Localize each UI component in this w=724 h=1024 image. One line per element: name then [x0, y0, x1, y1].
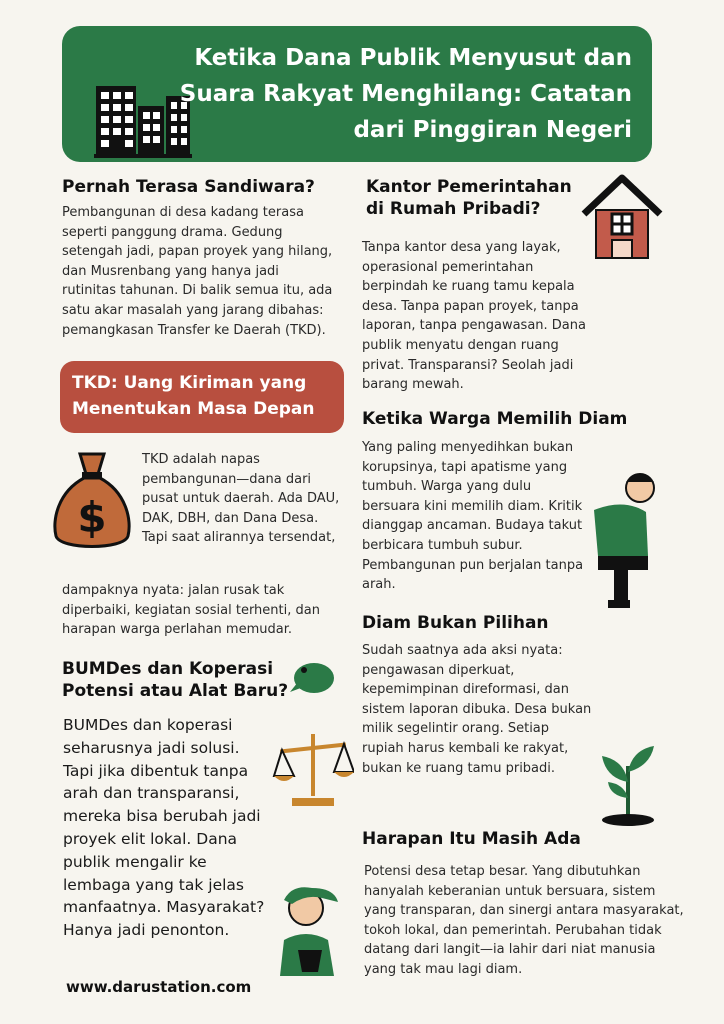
sad-person-icon [584, 460, 670, 610]
balance-scale-icon [272, 728, 354, 810]
house-icon [580, 174, 664, 260]
heading-diam: Ketika Warga Memilih Diam [362, 409, 628, 429]
website-link[interactable]: www.darustation.com [66, 978, 252, 996]
body-diam: Yang paling menyedihkan bukan korupsinya, tapi apatisme yang tumbuh. Warga yang dulu bersuara kini memilih diam. Kritik dianggap ancaman. Budaya takut berbicara tumbuh subur. Pembangunan pun berjalan tanpa arah. [362, 440, 584, 593]
heading-bumdes: BUMDes dan Koperasi Potensi atau Alat Baru? [62, 659, 289, 701]
sprout-icon [598, 742, 658, 826]
body-tkd-part2: dampaknya nyata: jalan rusak tak diperbaiki, kegiatan sosial terhenti, dan harapan warga perlahan memudar. [62, 583, 320, 638]
page-title: Ketika Dana Publik Menyusut dan Suara Rakyat Menghilang: Catatan dari Pinggiran Negeri [179, 45, 632, 143]
body-bumdes: BUMDes dan koperasi seharusnya jadi solusi. Tapi jika dibentuk tanpa arah dan transparansi, mereka bisa berubah jadi proyek elit lokal. Dana publik mengalir ke lembaga yang tak jelas manfaatnya. Masyarakat? Hanya jadi penonton. [63, 716, 265, 940]
heading-tkd: TKD: Uang Kiriman yang Menentukan Masa Depan [72, 373, 315, 419]
heading-bukan-pilihan: Diam Bukan Pilihan [362, 613, 549, 633]
body-kantor: Tanpa kantor desa yang layak, operasional pemerintahan berpindah ke ruang tamu kepala desa. Tanpa papan proyek, tanpa laporan, tanpa pengawasan. Dana publik menyatu dengan ruang privat. Transparansi? Seolah jadi barang mewah. [362, 240, 586, 393]
money-bag-icon [50, 448, 134, 556]
body-harapan: Potensi desa tetap besar. Yang dibutuhkan hanyalah keberanian untuk bersuara, sistem yang transparan, dan sinergi antara masyarakat, tokoh lokal, dan pemerintah. Perubahan tidak datang dari langit—ia lahir dari niat manusia yang tak mau lagi diam. [364, 864, 684, 977]
heading-sandiwara: Pernah Terasa Sandiwara? [62, 177, 315, 197]
heading-kantor: Kantor Pemerintahan di Rumah Pribadi? [366, 177, 572, 219]
bird-icon [288, 652, 338, 698]
tkd-heading-pill [60, 361, 344, 433]
body-tkd-part1: TKD adalah napas pembangunan—dana dari pusat untuk daerah. Ada DAU, DAK, DBH, dan Dana Desa. Tapi saat alirannya tersendat, [142, 452, 340, 546]
svg-text:$: $ [77, 493, 107, 542]
body-sandiwara: Pembangunan di desa kadang terasa seperti panggung drama. Gedung setengah jadi, papan proyek yang hilang, dan Musrenbang yang hanya jadi rutinitas tahunan. Di balik semua itu, ada satu akar masalah yang jarang dibahas: pemangkasan Transfer ke Daerah (TKD). [62, 205, 333, 338]
worried-person-icon [262, 880, 354, 976]
title-banner [62, 26, 652, 162]
body-bukan-pilihan: Sudah saatnya ada aksi nyata: pengawasan diperkuat, kepemimpinan direformasi, dan sistem laporan dibuka. Desa bukan milik segelintir orang. Setiap rupiah harus kembali ke rakyat, bukan ke ruang tamu pribadi. [362, 643, 592, 776]
heading-harapan: Harapan Itu Masih Ada [362, 829, 581, 849]
